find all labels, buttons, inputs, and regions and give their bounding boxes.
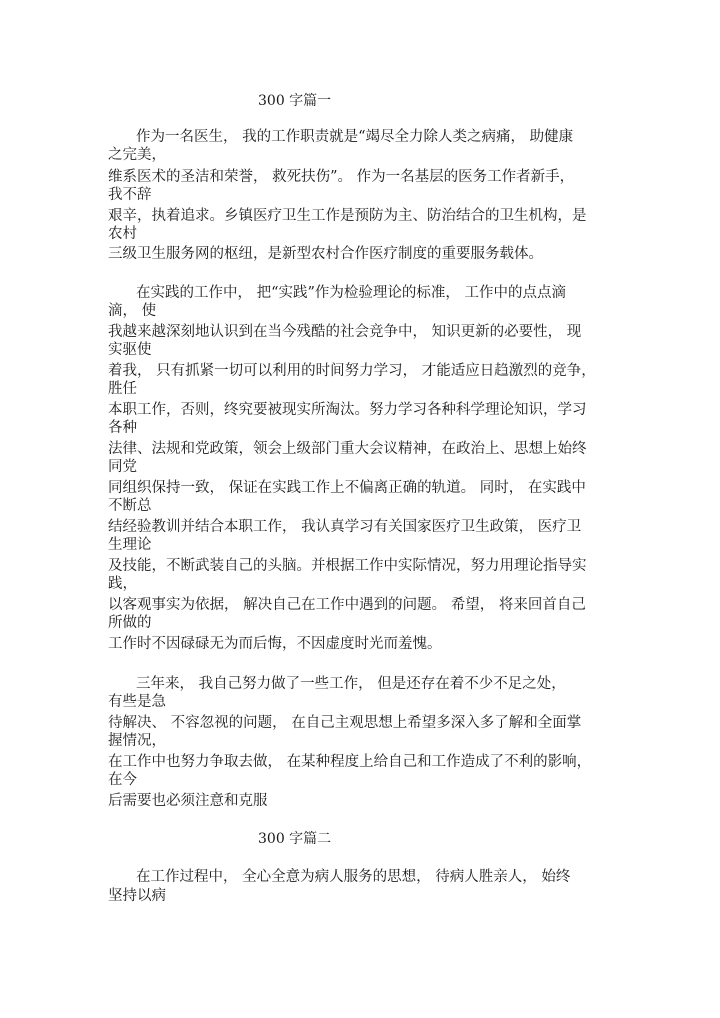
text-line: 我不辞 xyxy=(108,187,152,203)
text-line: 在今 xyxy=(108,772,137,788)
text-line: 之完美， xyxy=(108,147,166,163)
text-line: 在工作中也努力争取去做， 在某种程度上给自己和工作造成了不利的影响， xyxy=(108,754,592,770)
text-line: 后需要也必须注意和克服 xyxy=(108,793,268,809)
text-line: 滴， 使 xyxy=(108,303,157,319)
text-line: 及技能，不断武装自己的头脑。并根据工作中实际情况，努力用理论指导实 xyxy=(108,558,587,574)
text-line: 同党 xyxy=(108,459,137,475)
text-line: 胜任 xyxy=(108,381,137,397)
text-line: 农村 xyxy=(108,226,137,242)
text-line: 不断总 xyxy=(108,498,152,514)
text-line: 以客观事实为依据， 解决自己在工作中遇到的问题。 希望， 将来回首自己 xyxy=(108,597,586,613)
text-line: 所做的 xyxy=(108,615,152,631)
text-line: 同组织保持一致， 保证在实践工作上不偏离正确的轨道。 同时， 在实践中 xyxy=(108,480,586,496)
text-line: 践， xyxy=(108,576,137,592)
text-line: 在工作过程中， 全心全意为病人服务的思想， 待病人胜亲人， 始终 xyxy=(136,869,571,885)
section-heading-2: 300 字篇二 xyxy=(258,831,332,847)
text-line: 工作时不因碌碌无为而后悔，不因虚度时光而羞愧。 xyxy=(108,636,442,652)
text-line: 待解决、 不容忽视的问题， 在自己主观思想上希望多深入多了解和全面掌 xyxy=(108,715,582,731)
text-line: 三级卫生服务网的枢纽，是新型农村合作医疗制度的重要服务载体。 xyxy=(108,246,543,262)
text-line: 各种 xyxy=(108,420,137,436)
text-line: 本职工作，否则，终究要被现实所淘汰。努力学习各种科学理论知识，学习 xyxy=(108,402,587,418)
text-line: 法律、法规和党政策，领会上级部门重大会议精神，在政治上、思想上始终 xyxy=(108,441,587,457)
section-heading-1: 300 字篇一 xyxy=(258,93,332,109)
text-line: 在实践的工作中， 把“实践”作为检验理论的标准， 工作中的点点滴 xyxy=(136,285,567,301)
text-line: 我越来越深刻地认识到在当今残酷的社会竞争中， 知识更新的必要性， 现 xyxy=(108,324,582,340)
text-line: 结经验教训并结合本职工作， 我认真学习有关国家医疗卫生政策， 医疗卫 xyxy=(108,519,582,535)
text-line: 生理论 xyxy=(108,537,152,553)
text-line: 维系医术的圣洁和荣誉， 救死扶伤”。 作为一名基层的医务工作者新手， xyxy=(108,169,575,185)
text-line: 作为一名医生， 我的工作职责就是“竭尽全力除人类之病痛， 助健康 xyxy=(136,129,574,145)
text-line: 艰辛，执着追求。乡镇医疗卫生工作是预防为主、防治结合的卫生机构，是 xyxy=(108,208,587,224)
text-line: 实驱使 xyxy=(108,342,152,358)
text-line: 坚持以病 xyxy=(108,888,166,904)
text-line: 握情况， xyxy=(108,733,166,749)
text-line: 有些是急 xyxy=(108,694,166,710)
text-line: 着我， 只有抓紧一切可以利用的时间努力学习， 才能适应日趋激烈的竞争， xyxy=(108,363,596,379)
text-line: 三年来， 我自己努力做了一些工作， 但是还存在着不少不足之处， xyxy=(136,676,566,692)
